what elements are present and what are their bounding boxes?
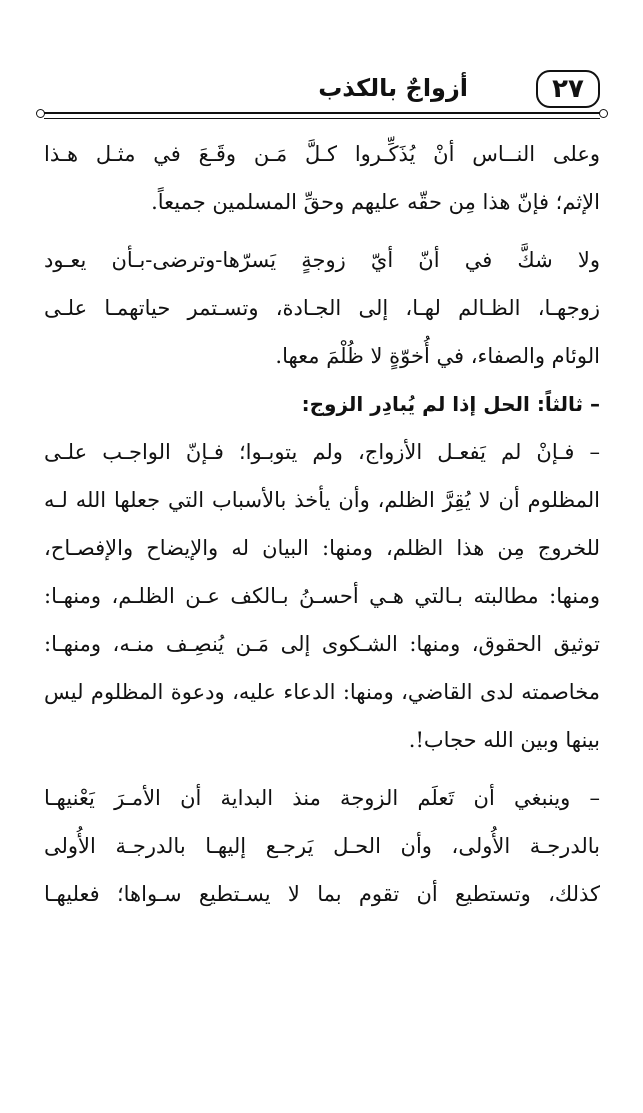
text-line: توثيق الحقوق، ومنها: الشـكوى إلى مَـن يُنصِـف منـه، ومنهـا: — [44, 632, 600, 656]
paragraph — [44, 428, 600, 764]
text-line: الوئام والصفاء، في أُخوّةٍ لا ظُلْمَ معها. — [275, 344, 600, 368]
body-text — [44, 130, 600, 918]
text-line: ولا شكَّ في أنّ أيّ زوجةٍ يَسرّها-وترضى-بـأن يعـود — [44, 248, 600, 272]
text-line: المظلوم أن لا يُقِرَّ الظلم، وأن يأخذ بالأسباب التي جعلها الله لـه — [44, 488, 600, 512]
paragraph — [44, 774, 600, 918]
paragraph-gap — [44, 226, 600, 236]
text-line: كذلك، وتستطيع أن تقوم بما لا يسـتطيع سـواها؛ فعليهـا — [44, 882, 600, 906]
text-line: بينها وبين الله حجاب!. — [408, 728, 600, 752]
text-line: – فـإنْ لم يَفعـل الأزواج، ولم يتوبـوا؛ فـإنّ الواجـب علـى — [44, 440, 600, 464]
header-divider — [44, 112, 600, 119]
page-number: ٢٧ — [536, 70, 600, 108]
page-header — [44, 62, 600, 118]
paragraph — [44, 130, 600, 226]
running-title: أزواجٌ بالكذب — [318, 74, 468, 102]
text-line: مخاصمته لدى القاضي، ومنها: الدعاء عليه، ودعوة المظلوم ليس — [44, 680, 600, 704]
paragraph-gap — [44, 764, 600, 774]
divider-end-ornament — [599, 109, 608, 118]
section-heading-block — [44, 380, 600, 428]
text-line: زوجهـا، الظـالم لهـا، إلى الجـادة، وتسـتمر حياتهمـا علـى — [44, 296, 600, 320]
paragraph — [44, 236, 600, 380]
text-line: بالدرجـة الأُولى، وأن الحـل يَرجـع إليهـا بالدرجـة الأُولى — [44, 834, 600, 858]
text-line: ومنها: مطالبته بـالتي هـي أحسـنُ بـالكف عـن الظلـم، ومنهـا: — [44, 584, 600, 608]
text-line: الإثم؛ فإنّ هذا مِن حقّه عليهم وحقِّ المسلمين جميعاً. — [151, 190, 600, 214]
section-heading: – ثالثاً: الحل إذا لم يُبادِر الزوج: — [301, 392, 600, 416]
text-line: وعلى النــاس أنْ يُذَكِّـروا كـلَّ مَـن وقَـعَ في مثـل هـذا — [44, 142, 600, 166]
divider-end-ornament — [36, 109, 45, 118]
text-line: – وينبغي أن تَعلَم الزوجة منذ البداية أن الأمـرَ يَعْنيهـا — [44, 786, 600, 810]
text-line: للخروج مِن هذا الظلم، ومنها: البيان له والإيضاح والإفصـاح، — [44, 536, 600, 560]
